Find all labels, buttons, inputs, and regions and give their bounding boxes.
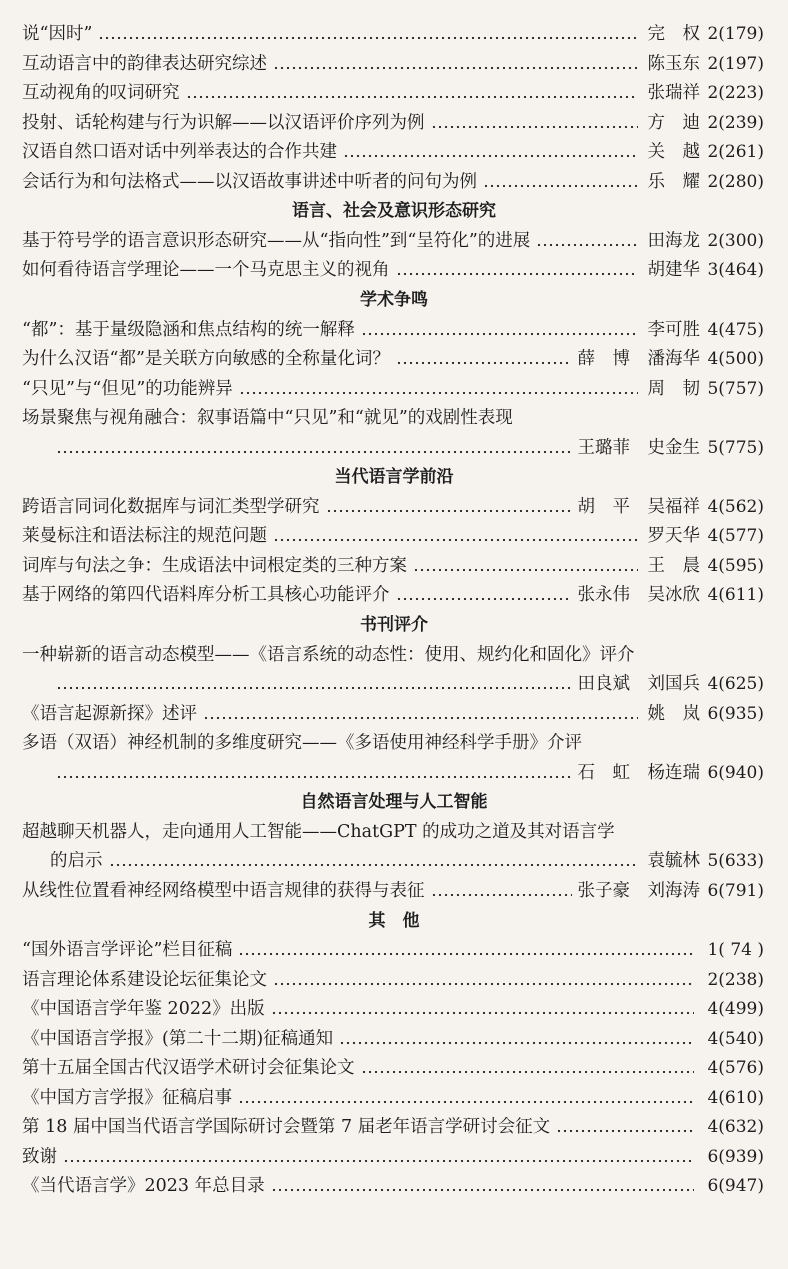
entry-page: 4(595) [707,555,764,576]
entry-title: 一种崭新的语言动态模型——《语言系统的动态性：使用、规约化和固化》评介 [22,644,635,665]
entry-author: 王 晨 [647,555,700,576]
entry-page: 2(261) [707,142,764,163]
toc-entry [22,255,764,285]
entry-title: 从线性位置看神经网络模型中语言规律的获得与表征 [22,880,425,901]
dot-leader [413,551,638,581]
entry-title: “只见”与“但见”的功能辨异 [22,378,233,399]
entry-author: 李可胜 [647,319,700,340]
toc-entry [22,699,764,729]
dot-leader [271,1171,694,1201]
entry-page: 4(500) [707,349,764,370]
toc-entry [50,758,764,788]
entry-author: 姚 岚 [647,703,700,724]
toc-entry [22,78,764,108]
entry-page: 6(939) [707,1146,764,1167]
toc-entry [22,1024,764,1054]
entry-author: 张瑞祥 [647,83,700,104]
entry-title: 场景聚焦与视角融合：叙事语篇中“只见”和“就见”的戏剧性表现 [22,408,513,429]
entry-author: 张子豪 刘海涛 [577,880,700,901]
toc-entry [22,344,764,374]
entry-author: 胡建华 [647,260,700,281]
dot-leader [396,344,572,374]
section-heading: 书刊评介 [360,615,428,635]
entry-page: 4(499) [707,999,764,1020]
dot-leader [56,433,572,463]
entry-title: “国外语言学评论”栏目征稿 [22,940,233,961]
entry-page: 4(475) [707,319,764,340]
entry-page: 4(577) [707,526,764,547]
toc-entry [22,374,764,404]
toc-entry [22,403,764,433]
entry-title: 的启示 [50,851,103,872]
entry-title: 说“因时” [22,24,93,44]
entry-author: 薛 博 潘海华 [577,349,700,370]
toc-entry [22,551,764,581]
entry-title: 词库与句法之争：生成语法中词根定类的三种方案 [22,555,407,576]
entry-title: 为什么汉语“都”是关联方向敏感的全称量化词？ [22,349,390,370]
entry-page: 1( 74 ) [707,940,764,961]
entry-title: 基于符号学的语言意识形态研究——从“指向性”到“呈符化”的进展 [22,230,531,251]
dot-leader [273,965,694,995]
entry-page: 6(940) [707,762,764,783]
entry-author: 张永伟 吴冰欣 [577,585,700,606]
dot-leader [56,669,572,699]
entry-author: 王璐菲 史金生 [577,437,700,458]
toc-entry [22,315,764,345]
dot-leader [239,374,638,404]
entry-author: 罗天华 [647,526,700,547]
toc-entry [22,49,764,79]
entry-page: 5(775) [707,437,764,458]
dot-leader [271,994,694,1024]
toc-entry [22,580,764,610]
entry-author: 袁毓林 [647,851,700,872]
dot-leader [186,78,639,108]
dot-leader [483,167,638,197]
dot-leader [396,580,572,610]
entry-page: 2(197) [707,53,764,74]
dot-leader [326,492,572,522]
entry-title: 基于网络的第四代语料库分析工具核心功能评介 [22,585,390,606]
entry-title: 会话行为和句法格式——以汉语故事讲述中听者的问句为例 [22,171,477,192]
entry-title: 《当代语言学》2023 年总目录 [22,1176,265,1197]
toc-entry [22,137,764,167]
dot-leader [203,699,638,729]
toc-entry [22,728,764,758]
entry-page: 2(300) [707,230,764,251]
entry-page: 2(239) [707,112,764,133]
entry-title: 第十五届全国古代汉语学术研讨会征集论文 [22,1058,355,1079]
dot-leader [109,846,639,876]
dot-leader [273,49,638,79]
entry-page: 4(540) [707,1028,764,1049]
entry-title: 超越聊天机器人，走向通用人工智能——ChatGPT 的成功之道及其对语言学 [22,821,615,842]
entry-title: 《中国方言学报》征稿启事 [22,1087,232,1108]
dot-leader [63,1142,694,1172]
dot-leader [361,315,638,345]
dot-leader [431,876,572,906]
entry-author: 乐 耀 [647,171,700,192]
toc-entry [22,1171,764,1201]
toc-entry [22,965,764,995]
entry-author: 田良斌 刘国兵 [577,674,700,695]
toc-entry [22,167,764,197]
dot-leader [238,935,694,965]
entry-author: 石 虹 杨连瑞 [577,762,700,783]
dot-leader [56,758,572,788]
entry-page: 4(611) [707,585,764,606]
toc-entry [22,492,764,522]
toc-entry [22,935,764,965]
dot-leader [339,1024,694,1054]
section-heading: 语言、社会及意识形态研究 [292,201,496,222]
entry-page: 6(935) [707,703,764,724]
section-heading: 自然语言处理与人工智能 [300,792,488,813]
entry-page: 5(633) [707,851,764,872]
entry-author: 关 越 [647,142,700,163]
entry-page: 4(625) [707,674,764,695]
toc-entry [22,1112,764,1142]
toc-entry [22,994,764,1024]
entry-title: 《中国语言学报》(第二十二期)征稿通知 [22,1028,334,1049]
toc-entry [22,1053,764,1083]
dot-leader [98,19,638,49]
dot-leader [273,521,638,551]
entry-title: 莱曼标注和语法标注的规范问题 [22,526,267,547]
entry-title: 《中国语言学年鉴 2022》出版 [22,999,265,1020]
entry-page: 4(562) [707,496,764,517]
toc-entry [22,817,764,847]
entry-page: 5(757) [707,378,764,399]
toc-entry [22,521,764,551]
toc-entry [50,433,764,463]
entry-author: 胡 平 吴福祥 [577,496,700,517]
entry-title: “都”：基于量级隐涵和焦点结构的统一解释 [22,319,355,340]
toc-entry [22,19,764,49]
entry-title: 如何看待语言学理论——一个马克思主义的视角 [22,260,390,281]
toc-entry [50,846,764,876]
entry-author: 田海龙 [647,230,700,251]
entry-page: 4(632) [707,1117,764,1138]
entry-title: 语言理论体系建设论坛征集论文 [22,969,267,990]
toc-entry [22,1083,764,1113]
dot-leader [536,226,638,256]
entry-author: 完 权 [647,24,700,44]
section-heading: 学术争鸣 [360,289,428,310]
toc-entry [22,1142,764,1172]
toc-entry [22,640,764,670]
dot-leader [343,137,638,167]
section-heading: 其 他 [368,910,420,931]
toc-entry [50,669,764,699]
entry-title: 《语言起源新探》述评 [22,703,197,724]
entry-author: 方 迪 [647,112,700,133]
entry-author: 周 韧 [647,378,700,399]
entry-title: 致谢 [22,1146,57,1167]
section-heading: 当代语言学前沿 [334,467,454,488]
entry-author: 陈玉东 [647,53,700,74]
entry-page: 2(280) [707,171,764,192]
entry-page: 6(947) [707,1176,764,1197]
dot-leader [431,108,639,138]
dot-leader [556,1112,694,1142]
toc-entry [22,108,764,138]
entry-title: 第 18 届中国当代语言学国际研讨会暨第 7 届老年语言学研讨会征文 [22,1117,551,1138]
entry-page: 3(464) [707,260,764,281]
dot-leader [361,1053,695,1083]
dot-leader [238,1083,694,1113]
entry-title: 互动语言中的韵律表达研究综述 [22,53,267,74]
toc-entry [22,226,764,256]
entry-title: 跨语言同词化数据库与词汇类型学研究 [22,496,320,517]
entry-title: 投射、话轮构建与行为识解——以汉语评价序列为例 [22,112,425,133]
entry-title: 互动视角的叹词研究 [22,83,180,104]
dot-leader [396,255,639,285]
entry-page: 4(576) [707,1058,764,1079]
entry-title: 多语（双语）神经机制的多维度研究——《多语使用神经科学手册》介评 [22,733,582,754]
entry-page: 2(238) [707,969,764,990]
entry-page: 2(223) [707,83,764,104]
entry-page: 2(179) [707,24,764,44]
entry-title: 汉语自然口语对话中列举表达的合作共建 [22,142,337,163]
toc-entry [22,876,764,906]
entry-page: 6(791) [707,880,764,901]
entry-page: 4(610) [707,1087,764,1108]
